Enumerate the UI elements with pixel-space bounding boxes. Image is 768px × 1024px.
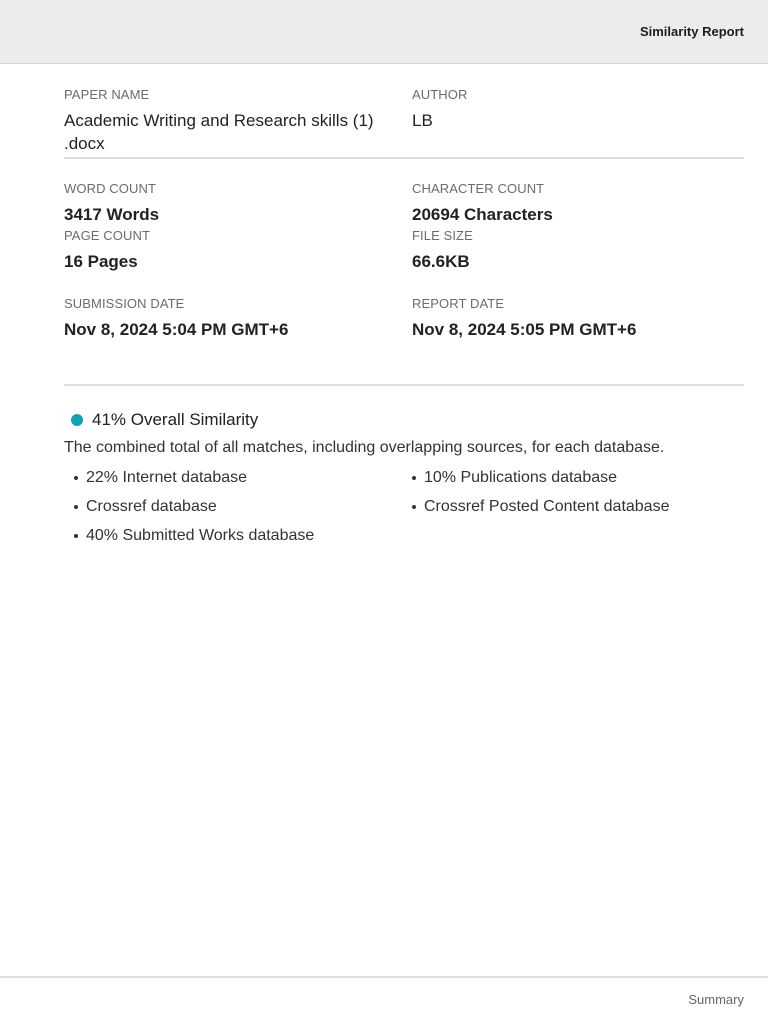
page-count-field xyxy=(64,227,412,295)
paper-info-row xyxy=(64,64,744,157)
database-item-publications: 10% Publications database xyxy=(402,463,669,492)
word-count-field xyxy=(64,180,412,227)
database-item-crossref: Crossref database xyxy=(64,492,402,521)
overall-similarity-title: 41% Overall Similarity xyxy=(92,410,259,429)
report-date-field xyxy=(412,295,744,384)
database-item-internet: 22% Internet database xyxy=(64,463,402,492)
page-count-value: 16 Pages xyxy=(64,252,138,271)
page-footer xyxy=(0,976,768,1007)
footer-summary-label: Summary xyxy=(688,992,744,1007)
database-item-crossref-posted: Crossref Posted Content database xyxy=(402,492,669,521)
report-title: Similarity Report xyxy=(639,24,744,39)
author-field xyxy=(412,86,744,157)
character-count-value: 20694 Characters xyxy=(412,205,553,224)
paper-name-label: PAPER NAME xyxy=(64,87,150,102)
author-label: AUTHOR xyxy=(412,87,468,102)
submission-date-field xyxy=(64,295,412,384)
database-item-submitted-works: 40% Submitted Works database xyxy=(64,521,402,550)
file-size-label: FILE SIZE xyxy=(412,228,473,243)
submission-date-label: SUBMISSION DATE xyxy=(64,296,185,311)
similarity-dot-icon xyxy=(71,414,83,426)
report-date-label: REPORT DATE xyxy=(412,296,505,311)
report-date-value: Nov 8, 2024 5:05 PM GMT+6 xyxy=(412,320,637,339)
page-count-label: PAGE COUNT xyxy=(64,228,150,243)
report-summary xyxy=(64,64,744,550)
character-count-label: CHARACTER COUNT xyxy=(412,181,545,196)
file-size-field xyxy=(412,227,744,295)
date-row xyxy=(64,295,744,384)
file-size-value: 66.6KB xyxy=(412,252,470,271)
size-row xyxy=(64,227,744,295)
author-value: LB xyxy=(412,111,433,130)
word-count-value: 3417 Words xyxy=(64,205,160,224)
word-count-label: WORD COUNT xyxy=(64,181,156,196)
paper-name-field xyxy=(64,86,412,157)
similarity-heading xyxy=(64,408,744,432)
count-row xyxy=(64,159,744,227)
top-bar xyxy=(0,0,768,64)
database-lists xyxy=(64,463,744,550)
database-list-left xyxy=(64,463,402,550)
submission-date-value: Nov 8, 2024 5:04 PM GMT+6 xyxy=(64,320,289,339)
similarity-section xyxy=(64,386,744,550)
database-list-right xyxy=(402,463,669,550)
similarity-description: The combined total of all matches, including overlapping sources, for each database. xyxy=(64,439,665,456)
character-count-field xyxy=(412,180,744,227)
paper-name-value: Academic Writing and Research skills (1) .docx xyxy=(64,111,374,153)
